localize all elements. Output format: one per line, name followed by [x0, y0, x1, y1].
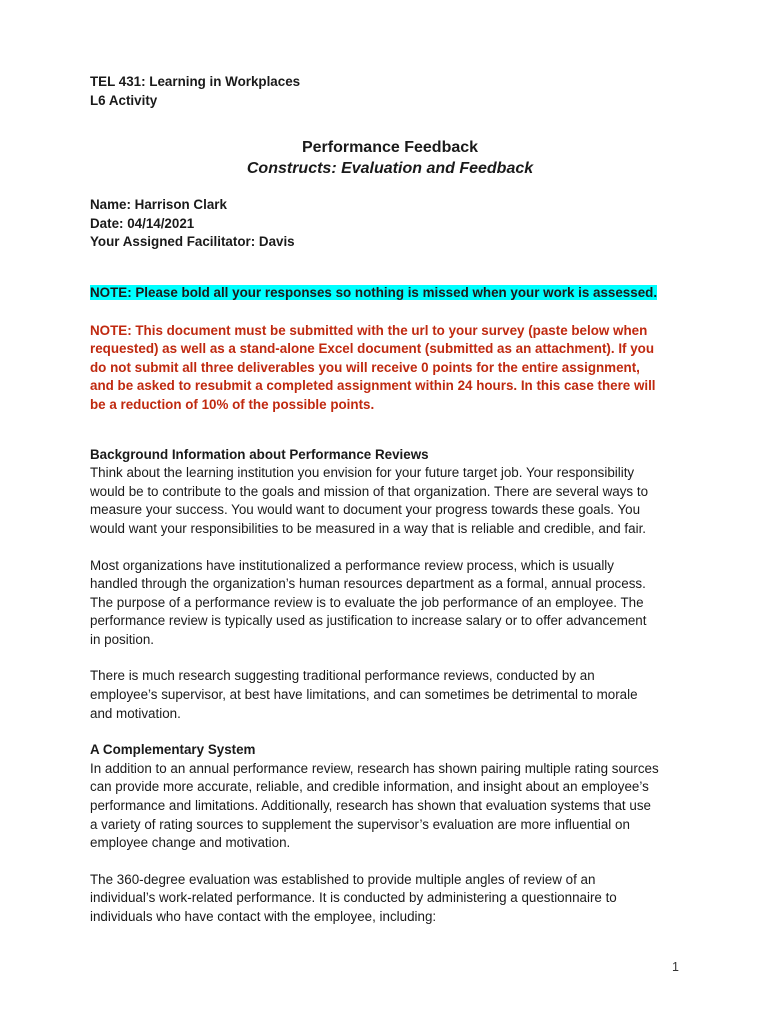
note-line: do not submit all three deliverables you will receive 0 points for the entire assignment, — [90, 359, 640, 375]
text-line: would want your responsibilities to be measured in a way that is reliable and credible, and fair. — [90, 520, 647, 536]
text-line: The purpose of a performance review is to evaluate the job performance of an employee. The — [90, 594, 644, 610]
text-line: measure your success. You would want to document your progress towards these goals. You — [90, 502, 641, 518]
paragraph — [90, 667, 690, 723]
highlighted-note-text: NOTE: Please bold all your responses so nothing is missed when your work is assessed. — [90, 284, 658, 300]
page-title: Performance Feedback — [301, 139, 479, 157]
text-line: a variety of rating sources to supplement the supervisor’s evaluation are more influential on — [90, 816, 630, 832]
paragraph — [90, 760, 690, 853]
text-line: In addition to an annual performance review, research has shown pairing multiple rating sources — [90, 760, 659, 776]
paragraph — [90, 464, 690, 538]
title-block — [90, 137, 690, 180]
course-header — [90, 73, 690, 110]
page-content — [90, 73, 690, 927]
assigned-facilitator: Your Assigned Facilitator: Davis — [90, 234, 295, 250]
text-line: individual’s work-related performance. It is conducted by administering a questionnaire to — [90, 890, 617, 906]
section-heading-background: Background Information about Performance Reviews — [90, 446, 429, 462]
paragraph — [90, 557, 690, 650]
text-line: in position. — [90, 631, 155, 647]
submission-requirements-note — [90, 322, 690, 415]
submission-date: Date: 04/14/2021 — [90, 215, 195, 231]
bold-responses-note — [90, 284, 690, 303]
activity-label: L6 Activity — [90, 92, 158, 108]
text-line: There is much research suggesting traditional performance reviews, conducted by an — [90, 668, 595, 684]
text-line: The 360-degree evaluation was established to provide multiple angles of review of an — [90, 871, 596, 887]
page-subtitle: Constructs: Evaluation and Feedback — [246, 160, 534, 178]
text-line: Most organizations have institutionalized a performance review process, which is usually — [90, 557, 614, 573]
text-line: individuals who have contact with the employee, including: — [90, 909, 437, 924]
page-number: 1 — [672, 960, 679, 974]
text-line: and motivation. — [90, 705, 181, 721]
course-title: TEL 431: Learning in Workplaces — [90, 74, 301, 89]
section-heading-complementary: A Complementary System — [90, 742, 256, 758]
text-line: can provide more accurate, reliable, and credible information, and insight about an employee’s — [90, 779, 649, 795]
background-section — [90, 446, 690, 724]
note-line: be a reduction of 10% of the possible points. — [90, 396, 375, 412]
note-line: requested) as well as a stand-alone Excel document (submitted as an attachment). If you — [90, 341, 655, 357]
text-line: employee’s supervisor, at best have limitations, and can sometimes be detrimental to morale — [90, 687, 638, 703]
text-line: Think about the learning institution you envision for your future target job. Your responsibility — [90, 465, 635, 481]
note-line: and be asked to resubmit a completed assignment within 24 hours. In this case there will — [90, 378, 656, 394]
text-line: employee change and motivation. — [90, 835, 291, 851]
text-line: performance review is typically used as justification to increase salary or to offer advancement — [90, 613, 647, 629]
complementary-section — [90, 741, 690, 926]
text-line: handled through the organization’s human resources department as a formal, annual process. — [90, 576, 646, 592]
text-line: would be to contribute to the goals and mission of that organization. There are several ways to — [90, 483, 649, 499]
note-line: NOTE: This document must be submitted with the url to your survey (paste below when — [90, 322, 648, 338]
student-info — [90, 196, 690, 252]
paragraph — [90, 871, 690, 927]
text-line: performance and limitations. Additionally, research has shown that evaluation systems that use — [90, 798, 651, 814]
student-name: Name: Harrison Clark — [90, 197, 227, 213]
